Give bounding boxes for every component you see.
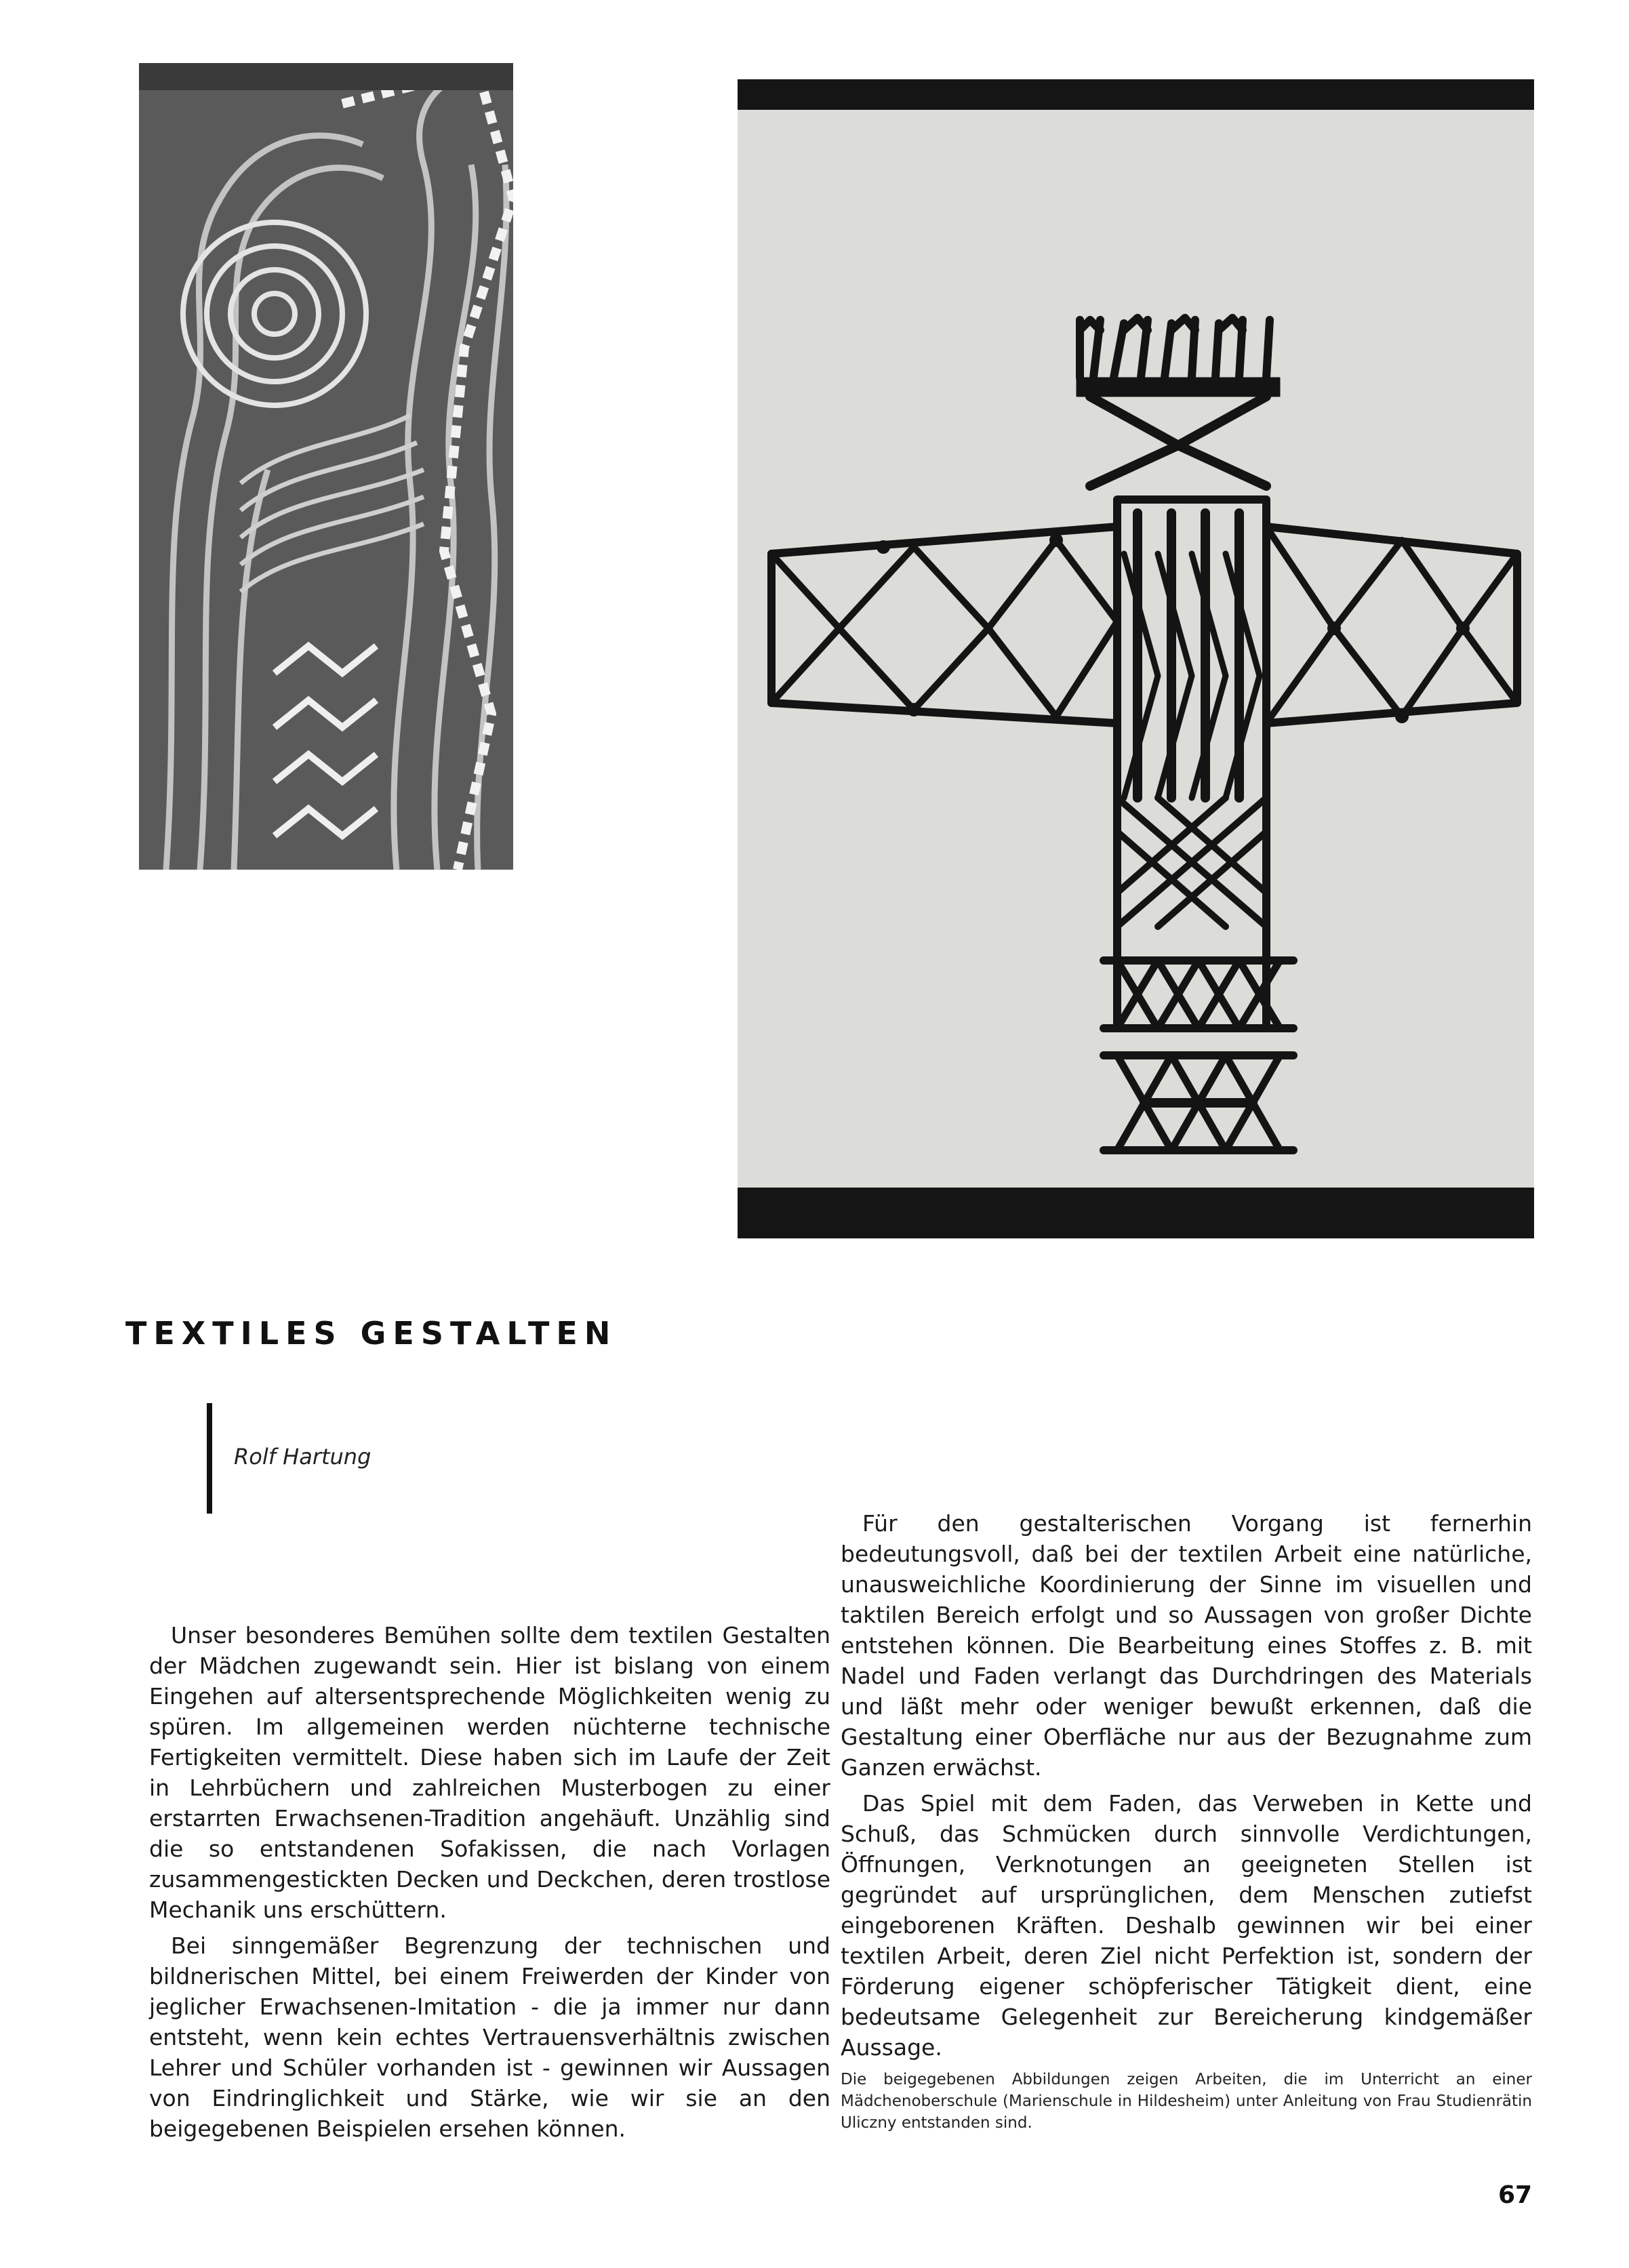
article-title: TEXTILES GESTALTEN <box>125 1315 618 1352</box>
paragraph: Unser besonderes Bemühen sollte dem textilen Gestalten der Mädchen zugewandt sein. Hier ist bislang von einem Eingehen auf altersentsprechende Möglichkeiten wenig zu spüren. Im allgemeinen werden nüchterne technische Fertigkeiten vermittelt. Diese haben sich im Laufe der Zeit in Lehrbüchern und zahlreichen Musterbogen zu einer erstarrten Erwachsenen-Tradition angehäuft. Unzählig sind die so entstandenen Sofakissen, die nach Vorlagen zusammengestickten Decken und Deckchen, deren trostlose Mechanik uns erschüttern. <box>149 1622 830 1923</box>
relief-carving-icon <box>139 63 513 870</box>
body-column-right <box>841 1508 1532 2063</box>
author-name: Rolf Hartung <box>234 1444 371 1470</box>
relief-carving-photo <box>139 63 513 870</box>
author-rule <box>207 1403 212 1514</box>
body-column-left <box>149 1620 830 2144</box>
embroidered-figure-icon <box>738 79 1534 1238</box>
page-number: 67 <box>1498 2181 1533 2209</box>
paragraph: Für den gestalterischen Vorgang ist fernerhin bedeutungsvoll, daß bei der textilen Arbeit eine natürliche, unausweichliche Koordinierung der Sinne im visuellen und taktilen Bereich erfolgt und so Aussagen von großer Dichte entstehen können. Die Bearbeitung eines Stoffes z. B. mit Nadel und Faden verlangt das Durchdringen des Materials und läßt mehr oder weniger bewußt erkennen, daß die Gestaltung einer Oberfläche nur aus der Bezugnahme zum Ganzen erwächst. <box>841 1510 1532 1781</box>
embroidered-figure-photo <box>738 79 1534 1238</box>
paragraph: Das Spiel mit dem Faden, das Verweben in Kette und Schuß, das Schmücken durch sinnvolle Verdichtungen, Öffnungen, Verknotungen an geeigneten Stellen ist gegründet auf ursprünglichen, dem Menschen zutiefst eingeborenen Kräften. Deshalb gewinnen wir bei einer textilen Arbeit, deren Ziel nicht Perfektion ist, sondern der Förderung eigener schöpferischer Tätigkeit dient, eine bedeutsame Gelegenheit zur Bereicherung kindgemäßer Aussage. <box>841 1790 1532 2061</box>
paragraph: Bei sinngemäßer Begrenzung der technischen und bildnerischen Mittel, bei einem Freiwerden der Kinder von jeglicher Erwachsenen-Imitation - die ja immer nur dann entsteht, wenn kein echtes Vertrauensverhältnis zwischen Lehrer und Schüler vorhanden ist - gewinnen wir Aussagen von Eindringlichkeit und Stärke, wie wir sie an den beigegebenen Beispielen ersehen können. <box>149 1932 830 2142</box>
image-caption: Die beigegebenen Abbildungen zeigen Arbeiten, die im Unterricht an einer Mädchenoberschule (Marienschule in Hildesheim) unter Anleitung von Frau Studienrätin Uliczny entstanden sind. <box>841 2071 1532 2132</box>
